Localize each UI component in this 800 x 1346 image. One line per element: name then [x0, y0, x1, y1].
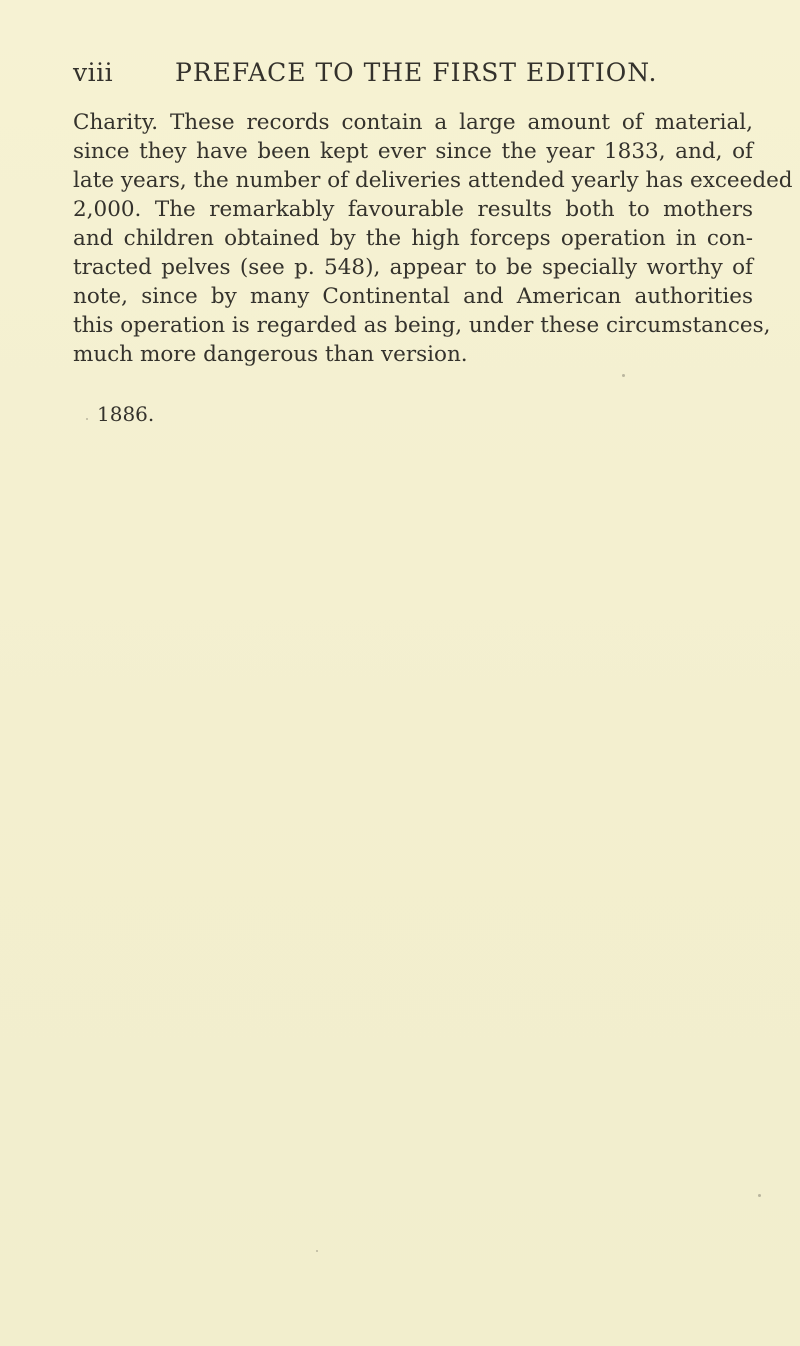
text-line: much more dangerous than version.	[73, 342, 468, 367]
paper-speck	[622, 374, 625, 377]
preface-date: 1886.	[97, 402, 155, 426]
text-line: late years, the number of deliveries attended yearly has exceeded	[73, 168, 793, 193]
text-line: since they have been kept ever since the year 1833, and, of	[73, 139, 753, 164]
paper-speck	[316, 1250, 318, 1252]
text-line: note, since by many Continental and American authorities	[73, 284, 753, 309]
paper-speck	[758, 1194, 761, 1197]
running-head-title: PREFACE TO THE FIRST EDITION.	[175, 58, 658, 87]
text-line: this operation is regarded as being, under these circumstances,	[73, 313, 771, 338]
text-line: tracted pelves (see p. 548), appear to be specially worthy of	[73, 255, 753, 280]
text-line: 2,000. The remarkably favourable results both to mothers	[73, 197, 753, 222]
text-line: and children obtained by the high forceps operation in con-	[73, 226, 753, 251]
paper-speck	[86, 418, 88, 420]
preface-paragraph	[73, 108, 793, 369]
running-head	[73, 58, 723, 98]
page-number: viii	[73, 58, 114, 87]
text-line: Charity. These records contain a large amount of material,	[73, 110, 753, 135]
